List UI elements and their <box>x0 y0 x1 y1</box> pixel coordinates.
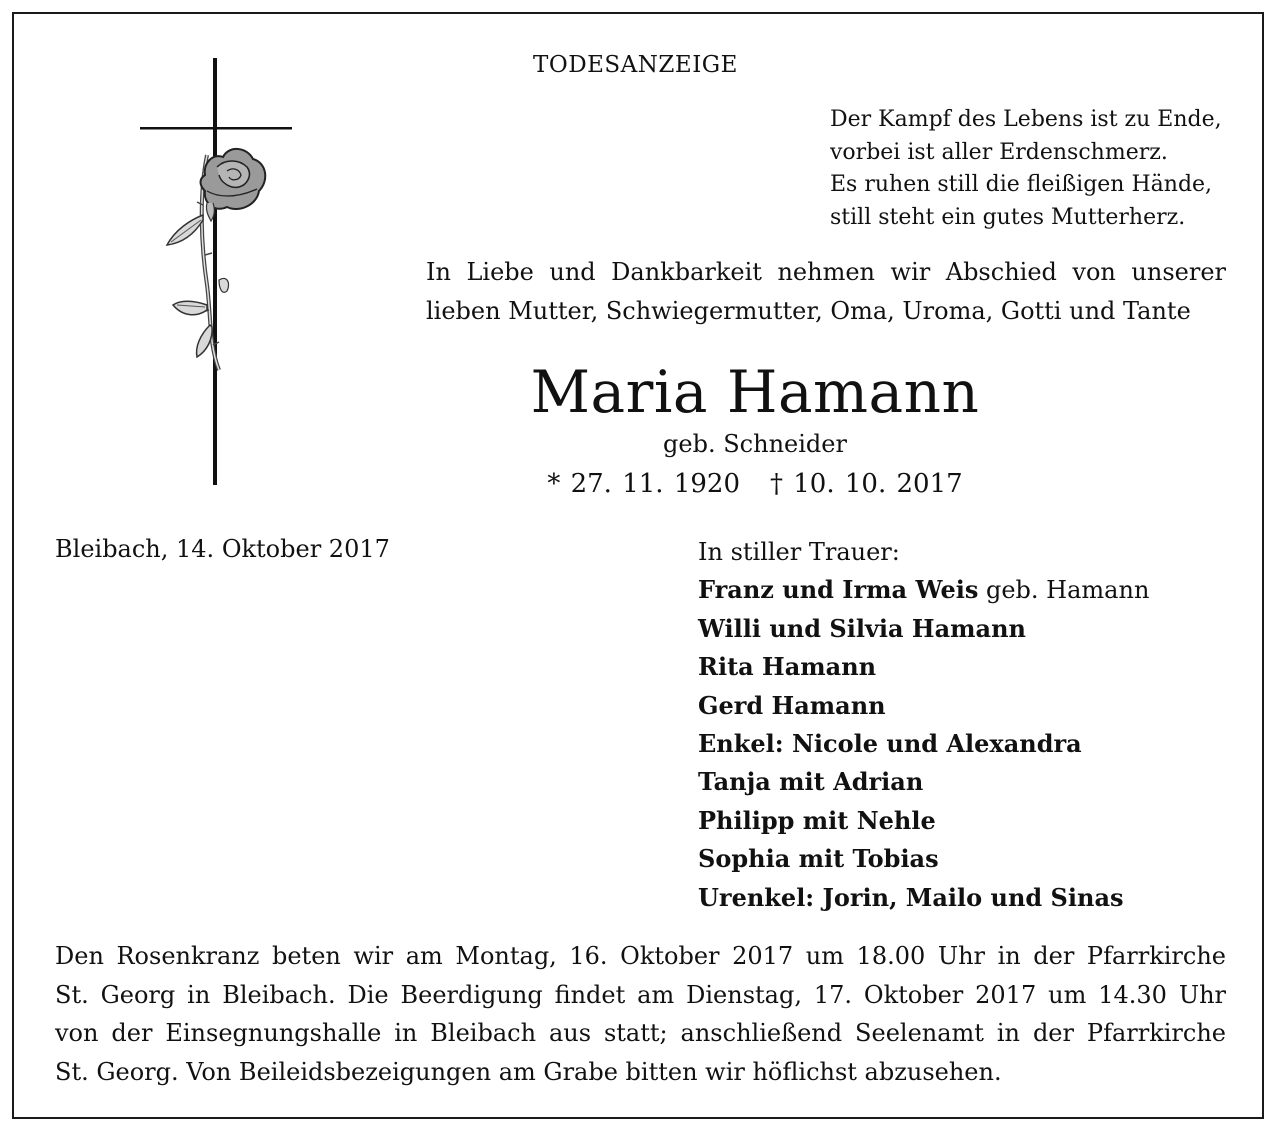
notice-line: von der Einsegnungshalle in Bleibach aus statt; anschließend Seelenamt in der Pfarrkirche <box>55 1019 1226 1047</box>
mourner-entry: Rita Hamann <box>698 652 877 682</box>
mourner-entry: Sophia mit Tobias <box>698 844 939 874</box>
mourner-entry: Willi und Silvia Hamann <box>698 613 1026 643</box>
mourner-entry: Enkel: Nicole und Alexandra <box>698 729 1082 759</box>
poem <box>830 104 1222 234</box>
poem-line: vorbei ist aller Erdenschmerz. <box>830 139 1168 165</box>
intro-line: In Liebe und Dankbarkeit nehmen wir Abschied von unserer <box>426 258 1226 286</box>
notice-line: Den Rosenkranz beten wir am Montag, 16. Oktober 2017 um 18.00 Uhr in der Pfarrkirche <box>55 942 1226 970</box>
mourner-entry: Urenkel: Jorin, Mailo und Sinas <box>698 882 1124 912</box>
funeral-notice <box>55 937 1226 1091</box>
notice-line: St. Georg. Von Beileidsbezeigungen am Grabe bitten wir höflichst abzusehen. <box>55 1057 1002 1086</box>
mourner-name: Franz und Irma Weis <box>698 575 979 605</box>
notice-line: St. Georg in Bleibach. Die Beerdigung findet am Dienstag, 17. Oktober 2017 um 14.30 Uhr <box>55 980 1226 1009</box>
poem-line: Der Kampf des Lebens ist zu Ende, <box>830 107 1222 132</box>
mourner-entry: Gerd Hamann <box>698 690 886 720</box>
birth-date: * 27. 11. 1920 <box>547 469 740 499</box>
maiden-name: geb. Schneider <box>663 430 847 458</box>
mourner-entry: Tanja mit Adrian <box>698 767 924 797</box>
deceased-name: Maria Hamann <box>530 358 980 426</box>
intro-line: lieben Mutter, Schwiegermutter, Oma, Uroma, Gotti und Tante <box>426 297 1191 325</box>
farewell-intro <box>426 253 1226 331</box>
place-and-date: Bleibach, 14. Oktober 2017 <box>55 535 390 563</box>
mourner-entry: Philipp mit Nehle <box>698 805 936 835</box>
poem-line: still steht ein gutes Mutterherz. <box>830 204 1186 230</box>
poem-line: Es ruhen still die fleißigen Hände, <box>830 172 1213 197</box>
mourners-list <box>698 533 1149 917</box>
mourners-intro: In stiller Trauer: <box>698 538 900 566</box>
life-dates <box>420 469 1090 499</box>
cross-with-rose-icon <box>135 55 305 490</box>
notice-heading: TODESANZEIGE <box>533 52 738 78</box>
mourner-entry <box>698 571 1149 609</box>
death-date: † 10. 10. 2017 <box>770 469 963 499</box>
mourner-suffix: geb. Hamann <box>978 576 1150 605</box>
